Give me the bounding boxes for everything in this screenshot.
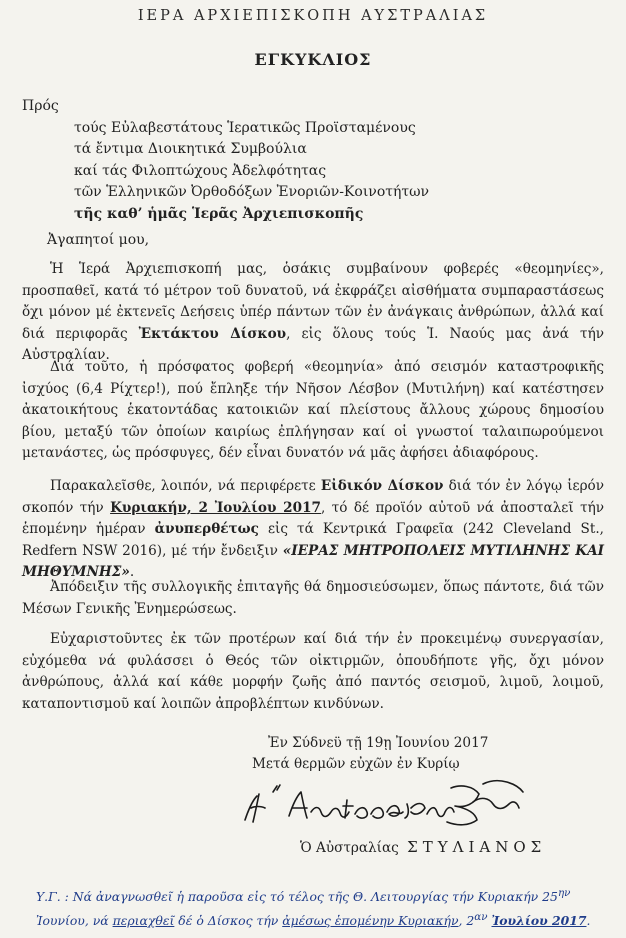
p3-text: Παρακαλεῖσθε, λοιπόν, νά περιφέρετε (50, 478, 316, 494)
signoff (300, 838, 546, 856)
p5-text: Εὐχαριστοῦντες ἐκ τῶν προτέρων καί διά τήν ἐν προκειμένῳ συνεργασίαν, εὐχόμεθα νά φυλάσσει ὁ Θεός τῶν οἰκτιρμῶν, ὁπουδήποτε γῆς, ὄχι μόνον ἀνθρώπους, ἀλλά καί κάθε μορφήν ζωῆς ἀπό παντός σεισμοῦ, λιμοῦ, λοιμοῦ, καταποντισμοῦ καί λοιπῶν ἀπροβλέπτων κινδύνων. (22, 631, 604, 712)
paragraph-5 (22, 629, 604, 715)
ps-sup: αν (474, 911, 488, 924)
signoff-prefix: Ὁ Αὐστραλίας (300, 840, 399, 856)
ps-underline-date: Ἰουλίου 2017 (491, 913, 587, 929)
ps-text: , 2 (458, 913, 475, 929)
ps-text: Ἰουνίου, νά (36, 913, 109, 929)
p3-text: εἰς τά Κεντρικά Γραφεῖα (242 Cleveland St., Redfern NSW 2016), μέ τήν ἔνδειξιν (22, 521, 604, 559)
p1-text-end: , εἰς ὅλους τούς Ἱ. Ναούς μας ἀνά τήν Αὐστραλίαν. (22, 325, 604, 364)
p3-bold-immediately: ἀνυπερθέτως (154, 521, 259, 538)
ps-text: Νά ἀναγνωσθεῖ ἡ παροῦσα εἰς τό τέλος τῆς Θ. Λειτουργίας τήν Κυριακήν 25 (72, 889, 558, 905)
paragraph-3 (22, 476, 604, 584)
ps-sup: ην (557, 887, 571, 899)
addressee-block (22, 96, 429, 225)
p3-text: . (129, 564, 135, 581)
greeting: Ἀγαπητοί μου, (47, 232, 150, 248)
p3-text: διά τόν ἐν λόγῳ ἱερόν σκοπόν τήν (22, 478, 605, 516)
paragraph-4 (22, 577, 604, 620)
p1-bold: Ἐκτάκτου Δίσκου (138, 325, 287, 342)
dateline (252, 733, 488, 775)
addressee-line: τούς Εὐλαβεστάτους Ἱερατικῶς Προϊσταμένους (74, 119, 416, 136)
p2-text: Διά τοῦτο, ἡ πρόσφατος φοβερή «θεομηνία» ἀπό σεισμόν καταστροφικῆς ἰσχύος (6,4 Ρίχτερ!), πού ἔπληξε τήν Νῆσον Λέσβον (Μυτιλήνη) καί κατέστησεν ἀκατοικήτους ἑκατοντάδας κατοικιῶν καί πλείστους ἄλλους χώρους δημοσίου βίου, μεταξύ τῶν ὁποίων καιρίως ἐπλήγησαν καί οἱ γνωστοί ταλαιπωρούμενοι μετανάστες, ὡς πρόσφυγες, δέν εἶναι δυνατόν νά μᾶς ἀφήσει ἀδιαφόρους. (22, 359, 604, 462)
p3-date: Κυριακήν, 2 Ἰουλίου 2017 (110, 499, 322, 516)
p3-designation: «ΙΕΡΑΣ ΜΗΤΡΟΠΟΛΕΙΣ ΜΥΤΙΛΗΝΗΣ ΚΑΙ ΜΗΘΥΜΝΗΣ» (22, 542, 604, 581)
addressee-to: Πρός (22, 98, 59, 114)
p1-text: Ἡ Ἱερά Ἀρχιεπισκοπή μας, ὁσάκις συμβαίνουν φοβερές «θεομηνίες», προσπαθεῖ, κατά τό μέτρον τοῦ δυνατοῦ, νά ἐκφράζει αἰσθήματα συμπαραστάσεως ὄχι μόνον μέ ἐκτενεῖς Δεήσεις ὑπέρ πάντων τῶν ἐν ἀνάγκαις ἀνθρώπων, ἀλλά καί διά περιφορᾶς (22, 261, 604, 342)
addressee-line: τῆς καθ’ ἡμᾶς Ἱερᾶς Ἀρχιεπισκοπῆς (74, 205, 364, 222)
addressee-line: τῶν Ἑλληνικῶν Ὀρθοδόξων Ἐνοριῶν-Κοινοτήτων (74, 184, 430, 200)
paragraph-1 (22, 259, 604, 367)
postscript (22, 883, 618, 931)
ps-label: Υ.Γ. : (36, 889, 69, 905)
wishes-line: Μετά θερμῶν εὐχῶν ἐν Κυρίῳ (252, 756, 460, 772)
signoff-name: ΣΤΥΛΙΑΝΟΣ (407, 838, 547, 856)
addressee-line: καί τάς Φιλοπτώχους Ἀδελφότητας (74, 162, 327, 179)
handwritten-signature (237, 778, 527, 834)
letterhead: ΙΕΡΑ ΑΡΧΙΕΠΙΣΚΟΠΗ ΑΥΣΤΡΑΛΙΑΣ (137, 8, 489, 24)
p4-text: Ἀπόδειξιν τῆς συλλογικῆς ἐπιταγῆς θά δημοσιεύσωμεν, ὅπως πάντοτε, διά τῶν Μέσων Γενικῆς Ἐνημερώσεως. (22, 579, 604, 617)
ps-text: δέ ὁ Δίσκος τήν (178, 913, 279, 929)
addressee-line: τά ἔντιμα Διοικητικά Συμβούλια (74, 141, 307, 157)
paragraph-2 (22, 357, 604, 465)
ps-underline: ἀμέσως ἑπομένην Κυριακήν (282, 913, 459, 929)
p3-bold-disk: Εἰδικόν Δίσκον (320, 478, 444, 494)
ps-text: . (586, 913, 591, 929)
document-title: ΕΓΚΥΚΛΙΟΣ (254, 50, 372, 69)
ps-underline: περιαχθεῖ (112, 913, 175, 929)
date-line: Ἐν Σύδνεϋ τῇ 19ῃ Ἰουνίου 2017 (268, 735, 489, 751)
p3-text: , τό δέ προϊόν αὐτοῦ νά ἀποσταλεῖ τήν ἑπομένην ἡμέραν (22, 499, 605, 538)
